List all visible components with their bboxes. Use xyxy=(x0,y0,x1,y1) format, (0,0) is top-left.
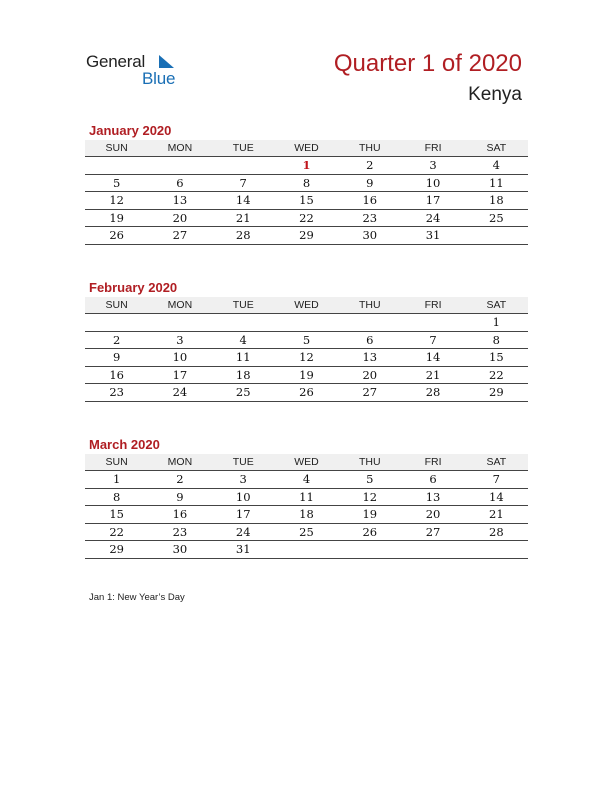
logo-text-general: General xyxy=(86,52,146,71)
day-cell: 3 xyxy=(239,472,247,486)
empty-day-cell xyxy=(212,314,275,331)
day-cell: 9 xyxy=(176,489,184,504)
day-cell: 14 xyxy=(425,350,441,364)
empty-day-cell xyxy=(338,314,401,331)
weekday-header: FRI xyxy=(424,299,442,311)
day-cell: 9 xyxy=(112,350,121,364)
day-cell: 11 xyxy=(235,350,251,364)
holiday-note: Jan 1: New Year’s Day xyxy=(89,592,185,603)
logo-text-blue: Blue xyxy=(142,69,176,88)
day-cell: 18 xyxy=(235,367,251,382)
day-cell: 24 xyxy=(425,210,441,225)
day-cell: 1 xyxy=(112,472,121,486)
day-cell: 3 xyxy=(429,158,437,172)
day-cell: 10 xyxy=(425,175,441,190)
weekday-header: FRI xyxy=(424,142,442,154)
weekday-header: MON xyxy=(167,142,193,154)
day-cell: 25 xyxy=(489,210,504,225)
day-cell: 13 xyxy=(425,489,441,504)
day-cell: 15 xyxy=(109,507,124,521)
weekday-header-row xyxy=(85,454,528,471)
week-row xyxy=(85,349,528,367)
day-cell: 5 xyxy=(302,332,311,347)
empty-day-cell xyxy=(465,541,528,558)
empty-day-cell xyxy=(275,314,338,331)
day-cell: 12 xyxy=(362,489,378,504)
day-cell: 17 xyxy=(172,367,188,382)
weekday-header: THU xyxy=(358,299,381,311)
day-cell: 22 xyxy=(299,210,314,225)
day-cell: 24 xyxy=(235,524,251,539)
day-cell: 4 xyxy=(302,472,311,486)
day-cell: 21 xyxy=(425,367,441,382)
day-cell: 28 xyxy=(489,524,504,539)
weekday-header: MON xyxy=(167,456,193,468)
weekday-header-row xyxy=(85,140,528,157)
day-cell: 18 xyxy=(489,193,504,207)
weekday-header: WED xyxy=(294,299,319,311)
day-cell: 26 xyxy=(109,228,124,242)
day-cell: 7 xyxy=(429,332,437,347)
week-row xyxy=(85,314,528,332)
weekday-header: SAT xyxy=(486,142,507,154)
week-row xyxy=(85,157,528,175)
empty-day-cell xyxy=(85,157,148,174)
weekday-header: MON xyxy=(167,299,193,311)
day-cell: 19 xyxy=(109,210,124,225)
day-cell: 16 xyxy=(172,507,188,521)
day-cell: 28 xyxy=(425,385,441,399)
day-cell: 26 xyxy=(362,524,378,539)
day-cell: 2 xyxy=(176,472,184,486)
day-cell: 6 xyxy=(429,472,437,486)
day-cell: 4 xyxy=(492,158,500,172)
day-cell: 2 xyxy=(112,332,121,347)
day-cell: 5 xyxy=(366,472,374,486)
day-cell: 23 xyxy=(109,385,124,399)
day-cell: 1 xyxy=(302,158,311,172)
generalblue-logo xyxy=(86,52,196,92)
day-cell: 17 xyxy=(425,193,441,207)
day-cell: 19 xyxy=(362,507,378,521)
weekday-header: SUN xyxy=(105,456,128,468)
week-row xyxy=(85,384,528,402)
day-cell: 15 xyxy=(489,350,504,364)
weekday-header: TUE xyxy=(232,142,254,154)
day-cell: 3 xyxy=(176,332,184,347)
week-row xyxy=(85,489,528,507)
week-row xyxy=(85,332,528,350)
country-name: Kenya xyxy=(468,84,522,105)
week-row xyxy=(85,524,528,542)
day-cell: 25 xyxy=(235,385,251,399)
day-cell: 21 xyxy=(235,210,251,225)
day-cell: 8 xyxy=(112,489,121,504)
empty-day-cell xyxy=(148,314,211,331)
day-cell: 11 xyxy=(299,489,314,504)
day-cell: 9 xyxy=(366,175,374,190)
day-cell: 15 xyxy=(299,193,314,207)
empty-day-cell xyxy=(148,157,211,174)
day-cell: 19 xyxy=(299,367,314,382)
weekday-header: THU xyxy=(358,142,381,154)
weekday-header: SAT xyxy=(486,456,507,468)
weekday-header: FRI xyxy=(424,456,442,468)
week-row xyxy=(85,192,528,210)
day-cell: 12 xyxy=(109,193,124,207)
day-cell: 16 xyxy=(109,367,124,382)
day-cell: 31 xyxy=(425,228,441,242)
day-cell: 12 xyxy=(299,350,314,364)
weekday-header: WED xyxy=(294,456,319,468)
day-cell: 29 xyxy=(109,542,124,556)
month-calendar-january xyxy=(85,122,528,245)
day-cell: 8 xyxy=(302,175,311,190)
empty-day-cell xyxy=(401,541,464,558)
day-cell: 16 xyxy=(362,193,378,207)
month-title: January 2020 xyxy=(89,123,172,138)
day-cell: 28 xyxy=(235,228,251,242)
month-calendar-february xyxy=(85,279,528,402)
month-title: March 2020 xyxy=(89,437,160,452)
weekday-header: TUE xyxy=(232,456,254,468)
day-cell: 20 xyxy=(425,507,441,521)
day-cell: 21 xyxy=(489,507,504,521)
weekday-header: THU xyxy=(358,456,381,468)
day-cell: 1 xyxy=(492,315,500,329)
day-cell: 14 xyxy=(235,193,251,207)
month-title: February 2020 xyxy=(89,280,178,295)
week-row xyxy=(85,541,528,559)
logo-triangle-icon xyxy=(157,54,175,70)
day-cell: 29 xyxy=(299,228,314,242)
day-cell: 7 xyxy=(239,175,247,190)
day-cell: 24 xyxy=(172,385,188,399)
empty-day-cell xyxy=(465,227,528,244)
day-cell: 30 xyxy=(172,542,188,556)
day-cell: 8 xyxy=(492,332,500,347)
day-cell: 30 xyxy=(362,228,378,242)
weekday-header: SAT xyxy=(486,299,507,311)
page-title: Quarter 1 of 2020 xyxy=(333,50,522,77)
empty-day-cell xyxy=(85,314,148,331)
day-cell: 27 xyxy=(362,385,378,399)
empty-day-cell xyxy=(401,314,464,331)
day-cell: 6 xyxy=(176,175,184,190)
day-cell: 20 xyxy=(362,367,378,382)
weekday-header: SUN xyxy=(105,299,128,311)
day-cell: 23 xyxy=(172,524,188,539)
day-cell: 18 xyxy=(299,507,314,521)
day-cell: 31 xyxy=(235,542,251,556)
day-cell: 5 xyxy=(112,175,121,190)
day-cell: 25 xyxy=(299,524,314,539)
day-cell: 27 xyxy=(425,524,441,539)
day-cell: 26 xyxy=(299,385,314,399)
day-cell: 14 xyxy=(489,489,504,504)
day-cell: 22 xyxy=(109,524,124,539)
month-calendar-march xyxy=(85,436,528,559)
day-cell: 10 xyxy=(235,489,251,504)
day-cell: 11 xyxy=(489,175,504,190)
day-cell: 6 xyxy=(366,332,374,347)
day-cell: 13 xyxy=(362,350,378,364)
day-cell: 13 xyxy=(172,193,188,207)
day-cell: 29 xyxy=(489,385,504,399)
week-row xyxy=(85,175,528,193)
empty-day-cell xyxy=(275,541,338,558)
empty-day-cell xyxy=(338,541,401,558)
day-cell: 4 xyxy=(239,332,247,347)
day-cell: 22 xyxy=(489,367,504,382)
day-cell: 2 xyxy=(366,158,374,172)
weekday-header: TUE xyxy=(232,299,254,311)
weekday-header-row xyxy=(85,297,528,314)
week-row xyxy=(85,367,528,385)
day-cell: 20 xyxy=(172,210,188,225)
week-row xyxy=(85,210,528,228)
day-cell: 10 xyxy=(172,350,188,364)
week-row xyxy=(85,471,528,489)
day-cell: 23 xyxy=(362,210,378,225)
week-row xyxy=(85,506,528,524)
weekday-header: WED xyxy=(294,142,319,154)
day-cell: 7 xyxy=(492,472,500,486)
day-cell: 27 xyxy=(172,228,188,242)
day-cell: 17 xyxy=(235,507,251,521)
empty-day-cell xyxy=(212,157,275,174)
weekday-header: SUN xyxy=(105,142,128,154)
week-row xyxy=(85,227,528,245)
